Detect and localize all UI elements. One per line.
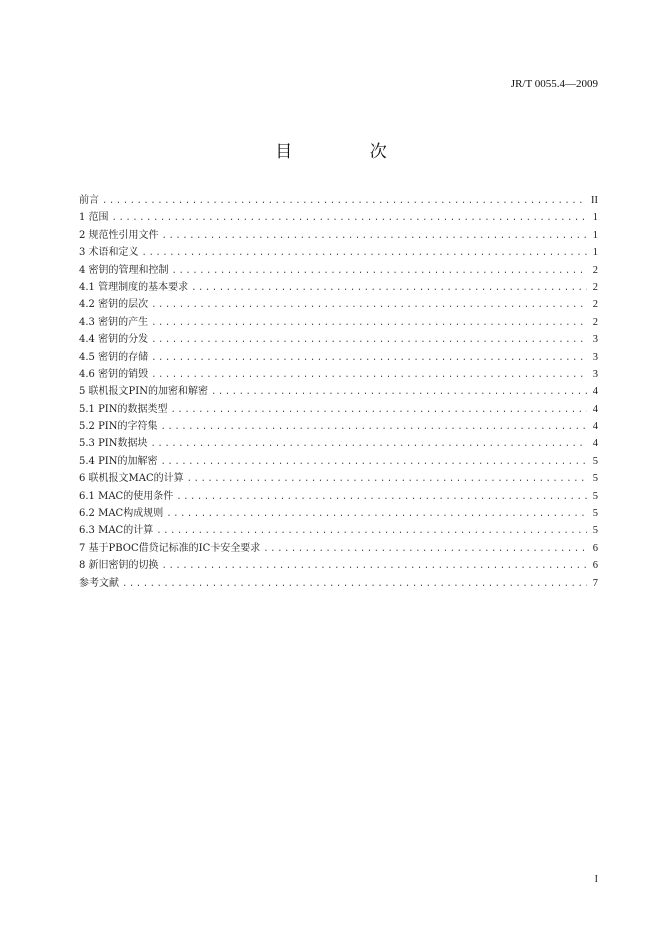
toc-entry-label: 参考文献	[79, 577, 119, 589]
toc-entry-page: 1	[592, 212, 598, 224]
toc-entry[interactable]	[79, 540, 598, 557]
toc-entry-page: 2	[592, 316, 598, 328]
toc-entry[interactable]	[79, 192, 598, 209]
toc-entry-page: 5	[592, 525, 598, 537]
toc-entry-page: 4	[592, 438, 598, 450]
toc-entry-page: 4	[592, 421, 598, 433]
toc-entry[interactable]	[79, 209, 598, 226]
toc-leader-dots	[156, 523, 587, 540]
toc-entry[interactable]	[79, 453, 598, 470]
toc-entry[interactable]	[79, 470, 598, 487]
toc-entry[interactable]	[79, 505, 598, 522]
toc-leader-dots	[151, 315, 587, 332]
toc-entry[interactable]	[79, 349, 598, 366]
toc-entry[interactable]	[79, 383, 598, 400]
toc-entry[interactable]	[79, 418, 598, 435]
toc-leader-dots	[162, 558, 587, 575]
toc-entry[interactable]	[79, 401, 598, 418]
toc-entry-page: 5	[592, 490, 598, 502]
toc-entry-label: 4.6 密钥的销毁	[79, 368, 149, 380]
toc-entry[interactable]	[79, 435, 598, 452]
toc-entry-label: 5 联机报文PIN的加密和解密	[79, 386, 208, 398]
toc-entry-label: 1 范围	[79, 212, 109, 224]
toc-leader-dots	[151, 367, 587, 384]
toc-entry[interactable]	[79, 279, 598, 296]
toc-entry-page: 1	[592, 229, 598, 241]
toc-leader-dots	[162, 228, 587, 245]
toc-title: 目 次	[275, 142, 423, 162]
toc-entry[interactable]	[79, 366, 598, 383]
toc-entry-page: II	[591, 195, 598, 206]
toc-leader-dots	[166, 506, 587, 523]
toc-entry-label: 5.1 PIN的数据类型	[79, 403, 168, 415]
toc-leader-dots	[122, 576, 587, 593]
toc-entry-page: 5	[592, 455, 598, 467]
toc-entry-page: 3	[592, 351, 598, 363]
document-code: JR/T 0055.4—2009	[510, 78, 598, 90]
toc-leader-dots	[151, 350, 587, 367]
page-number: I	[594, 874, 598, 885]
toc-leader-dots	[102, 193, 587, 210]
toc-entry-page: 5	[592, 473, 598, 485]
toc-leader-dots	[187, 471, 587, 488]
toc-leader-dots	[176, 489, 587, 506]
toc-entry-label: 4.2 密钥的层次	[79, 299, 149, 311]
toc-entry-label: 7 基于PBOC借贷记标准的IC卡安全要求	[79, 542, 261, 554]
toc-leader-dots	[211, 384, 587, 401]
toc-entry[interactable]	[79, 331, 598, 348]
table-of-contents	[79, 192, 598, 592]
toc-leader-dots	[151, 332, 587, 349]
toc-entry-page: 3	[592, 334, 598, 346]
toc-entry[interactable]	[79, 575, 598, 592]
toc-entry-label: 8 新旧密钥的切换	[79, 560, 159, 572]
toc-entry-label: 4.3 密钥的产生	[79, 316, 149, 328]
toc-entry-label: 6.3 MAC的计算	[79, 525, 154, 537]
toc-entry-label: 3 术语和定义	[79, 247, 139, 259]
toc-leader-dots	[191, 280, 587, 297]
toc-entry[interactable]	[79, 557, 598, 574]
toc-entry-page: 2	[592, 264, 598, 276]
toc-entry-page: 1	[592, 247, 598, 259]
toc-entry-label: 4 密钥的管理和控制	[79, 264, 169, 276]
toc-leader-dots	[142, 245, 587, 262]
toc-entry[interactable]	[79, 488, 598, 505]
toc-entry-label: 5.3 PIN数据块	[79, 438, 148, 450]
toc-entry[interactable]	[79, 262, 598, 279]
toc-leader-dots	[161, 419, 587, 436]
toc-entry-label: 6.1 MAC的使用条件	[79, 490, 174, 502]
toc-entry-page: 5	[592, 508, 598, 520]
toc-entry-label: 6.2 MAC构成规则	[79, 508, 164, 520]
toc-leader-dots	[172, 263, 587, 280]
toc-entry-page: 4	[592, 403, 598, 415]
toc-leader-dots	[151, 297, 587, 314]
toc-entry-label: 4.5 密钥的存储	[79, 351, 149, 363]
toc-entry-page: 6	[592, 542, 598, 554]
toc-entry-page: 2	[592, 299, 598, 311]
toc-entry-page: 6	[592, 560, 598, 572]
toc-entry[interactable]	[79, 244, 598, 261]
toc-entry[interactable]	[79, 314, 598, 331]
toc-leader-dots	[263, 541, 587, 558]
toc-entry-label: 5.4 PIN的加解密	[79, 455, 158, 467]
toc-entry[interactable]	[79, 522, 598, 539]
toc-entry-label: 前言	[79, 195, 99, 206]
toc-entry-page: 2	[592, 281, 598, 293]
toc-entry-page: 4	[592, 386, 598, 398]
toc-entry-label: 4.1 管理制度的基本要求	[79, 281, 189, 293]
toc-entry[interactable]	[79, 227, 598, 244]
toc-entry-page: 3	[592, 368, 598, 380]
toc-entry-label: 4.4 密钥的分发	[79, 334, 149, 346]
toc-entry-label: 2 规范性引用文件	[79, 229, 159, 241]
toc-leader-dots	[112, 210, 587, 227]
toc-leader-dots	[151, 436, 587, 453]
toc-entry-page: 7	[592, 577, 598, 589]
toc-leader-dots	[171, 402, 587, 419]
toc-entry[interactable]	[79, 296, 598, 313]
toc-entry-label: 5.2 PIN的字符集	[79, 421, 158, 433]
toc-entry-label: 6 联机报文MAC的计算	[79, 473, 184, 485]
toc-leader-dots	[161, 454, 587, 471]
